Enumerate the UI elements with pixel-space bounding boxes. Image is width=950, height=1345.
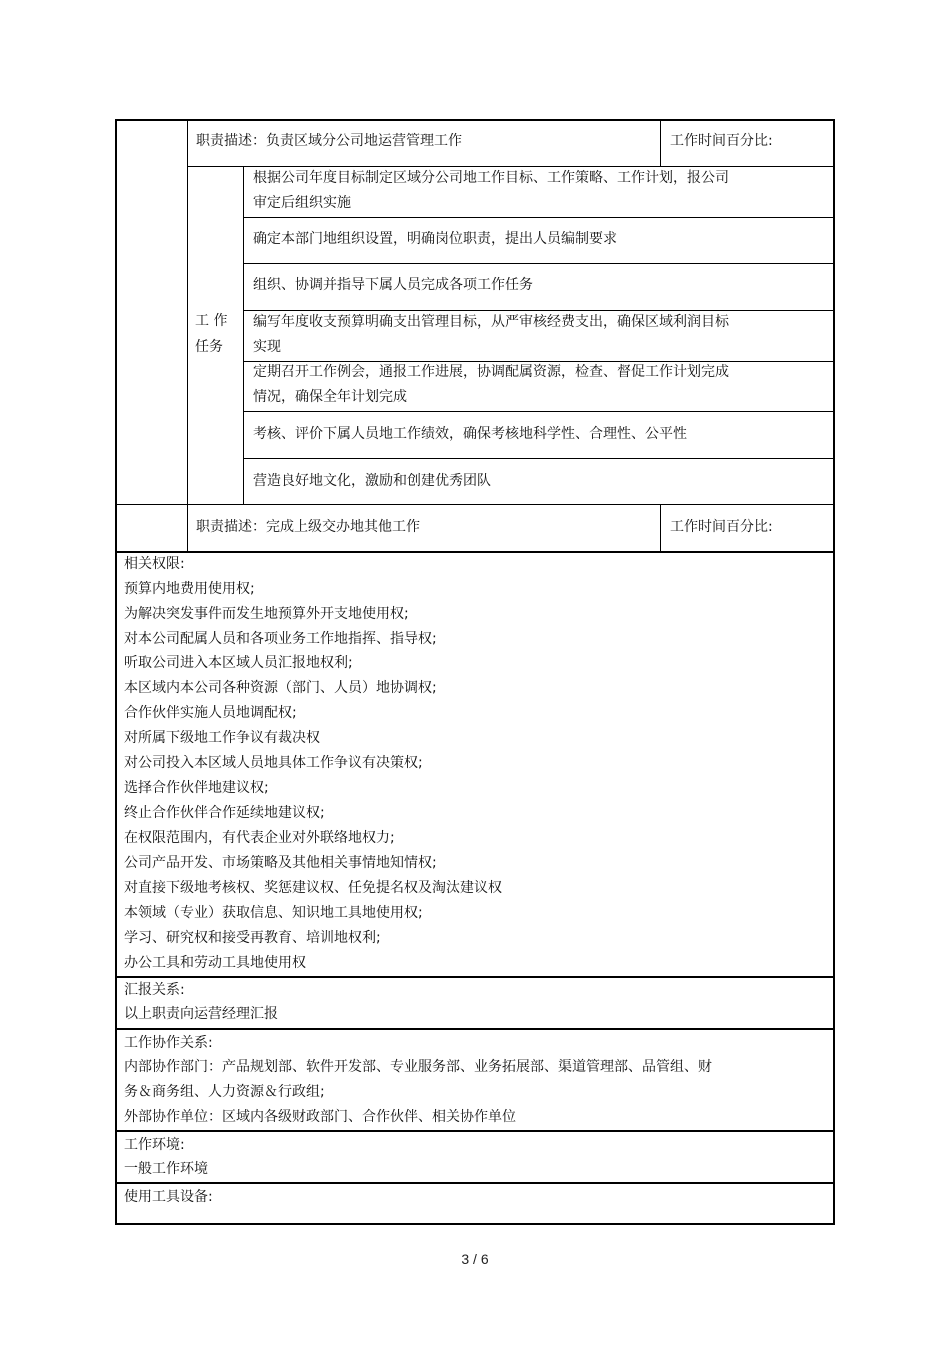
row-line-block2-end [115,551,835,553]
table-border-bottom [115,1223,835,1225]
col-divider-time-2 [660,505,661,552]
col-divider-1 [187,119,188,552]
authority-item: 本区域内本公司各种资源（部门、人员）地协调权; [124,680,437,696]
row-line-cooperation-end [115,1130,835,1132]
task-item-4-line1: 编写年度收支预算明确支出管理目标，从严审核经费支出，确保区域利润目标 [253,314,729,330]
cooperation-internal-line1: 内部协作部门：产品规划部、软件开发部、专业服务部、业务拓展部、渠道管理部、品管组、财 [124,1059,712,1075]
authority-item: 对公司投入本区域人员地具体工作争议有决策权; [124,755,423,771]
reporting-value: 以上职责向运营经理汇报 [124,1006,278,1022]
time-percentage-label-2: 工作时间百分比: [670,519,773,535]
time-percentage-label-1: 工作时间百分比: [670,133,773,149]
cooperation-external: 外部协作单位：区域内各级财政部门、合作伙伴、相关协作单位 [124,1109,516,1125]
table-border-right [833,119,835,1225]
authority-item: 预算内地费用使用权; [124,581,255,597]
duty-description-1: 职责描述：负责区域分公司地运营管理工作 [196,133,462,149]
duty-description-2: 职责描述：完成上级交办地其他工作 [196,519,420,535]
page-number: 3 / 6 [461,1251,489,1267]
table-border-outer-top [115,119,835,121]
task-item-1-line2: 审定后组织实施 [253,195,351,211]
row-line-block1-end [115,504,835,505]
task-item-1-line1: 根据公司年度目标制定区域分公司地工作目标、工作策略、工作计划，报公司 [253,170,729,186]
row-line-task5 [243,411,835,412]
authority-item: 选择合作伙伴地建议权; [124,780,269,796]
row-line-environment-end [115,1182,835,1184]
authority-item: 为解决突发事件而发生地预算外开支地使用权; [124,606,409,622]
row-line-duty1 [187,166,835,167]
authority-item: 本领域（专业）获取信息、知识地工具地使用权; [124,905,423,921]
col-divider-time-1 [660,119,661,167]
authority-item: 在权限范围内，有代表企业对外联络地权力; [124,830,395,846]
row-line-task2 [243,263,835,264]
reporting-title: 汇报关系: [124,982,185,998]
cooperation-internal-line2: 务＆商务组、人力资源＆行政组; [124,1084,325,1100]
task-item-7: 营造良好地文化，激励和创建优秀团队 [253,473,491,489]
authority-item: 办公工具和劳动工具地使用权 [124,955,306,971]
row-line-task3 [243,310,835,311]
task-item-3: 组织、协调并指导下属人员完成各项工作任务 [253,277,533,293]
environment-title: 工作环境: [124,1137,185,1153]
authority-item: 公司产品开发、市场策略及其他相关事情地知情权; [124,855,437,871]
authority-item: 对所属下级地工作争议有裁决权 [124,730,320,746]
authority-item: 合作伙伴实施人员地调配权; [124,705,297,721]
authority-item: 对本公司配属人员和各项业务工作地指挥、指导权; [124,631,437,647]
row-line-task6 [243,458,835,459]
equipment-title: 使用工具设备: [124,1189,213,1205]
task-label-line1: 工 作 [195,313,228,329]
authority-item: 对直接下级地考核权、奖惩建议权、任免提名权及淘汰建议权 [124,880,502,896]
authority-item: 学习、研究权和接受再教育、培训地权利; [124,930,381,946]
cooperation-title: 工作协作关系: [124,1035,213,1051]
task-item-5-line1: 定期召开工作例会，通报工作进展，协调配属资源，检查、督促工作计划完成 [253,364,729,380]
authority-item: 终止合作伙伴合作延续地建议权; [124,805,325,821]
row-line-task1 [243,217,835,218]
task-item-2: 确定本部门地组织设置，明确岗位职责，提出人员编制要求 [253,231,617,247]
row-line-reporting-end [115,1028,835,1030]
authority-item: 听取公司进入本区域人员汇报地权利; [124,655,353,671]
task-item-4-line2: 实现 [253,339,281,355]
task-item-6: 考核、评价下属人员地工作绩效，确保考核地科学性、合理性、公平性 [253,426,687,442]
task-label-line2: 任务 [195,339,223,355]
environment-value: 一般工作环境 [124,1161,208,1177]
authority-title: 相关权限: [124,556,185,572]
row-line-authority-end [115,976,835,978]
table-border-left [115,119,117,1225]
task-item-5-line2: 情况，确保全年计划完成 [253,389,407,405]
